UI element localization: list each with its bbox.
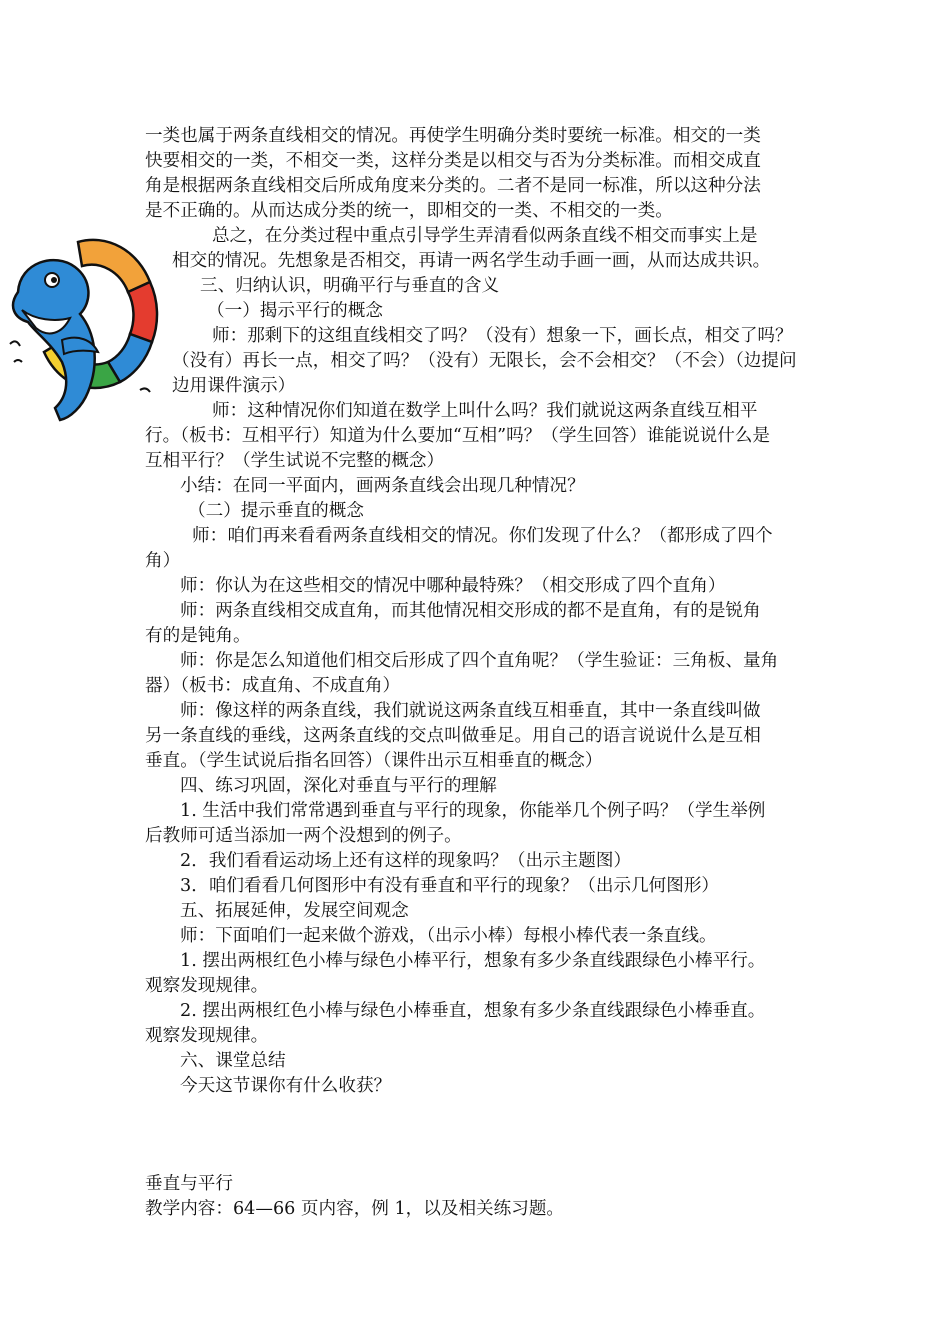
- text-line: 另一条直线的垂线，这两条直线的交点叫做垂足。用自己的语言说说什么是互相: [145, 726, 761, 746]
- text-line: 后教师可适当添加一两个没想到的例子。: [145, 826, 462, 846]
- text-line: 是不正确的。从而达成分类的统一，即相交的一类、不相交的一类。: [145, 201, 673, 221]
- text-line: 师：你是怎么知道他们相交后形成了四个直角呢？（学生验证：三角板、量角: [180, 651, 779, 671]
- text-line: 师：下面咱们一起来做个游戏，（出示小棒）每根小棒代表一条直线。: [180, 926, 717, 946]
- text-line: 观察发现规律。: [145, 976, 269, 996]
- text-line: 2．我们看看运动场上还有这样的现象吗？（出示主题图）: [180, 851, 632, 871]
- text-line: 器）（板书：成直角、不成直角）: [145, 676, 401, 696]
- lesson-title: 垂直与平行: [145, 1174, 233, 1194]
- text-line: 快要相交的一类，不相交一类，这样分类是以相交与否为分类标准。而相交成直: [145, 151, 761, 171]
- text-line: 1. 生活中我们常常遇到垂直与平行的现象，你能举几个例子吗？（学生举例: [180, 801, 766, 821]
- text-line: 小结：在同一平面内，画两条直线会出现几种情况？: [180, 476, 585, 496]
- text-line: 一类也属于两条直线相交的情况。再使学生明确分类时要统一标准。相交的一类: [145, 126, 761, 146]
- section-heading: 五、拓展延伸，发展空间观念: [180, 901, 409, 921]
- subsection-heading: （二）提示垂直的概念: [188, 501, 364, 521]
- text-line: 师：咱们再来看看两条直线相交的情况。你们发现了什么？（都形成了四个: [192, 526, 773, 546]
- text-line: 今天这节课你有什么收获？: [180, 1076, 392, 1096]
- text-line: 边用课件演示）: [172, 376, 296, 396]
- text-line: 角）: [145, 551, 181, 571]
- text-line: 师：这种情况你们知道在数学上叫什么吗？我们就说这两条直线互相平: [212, 401, 758, 421]
- lesson-content-line: 教学内容：64—66 页内容，例 1，以及相关练习题。: [145, 1199, 565, 1219]
- text-line: 1. 摆出两根红色小棒与绿色小棒平行，想象有多少条直线跟绿色小棒平行。: [180, 951, 766, 971]
- text-line: 相交的情况。先想象是否相交，再请一两名学生动手画一画，从而达成共识。: [172, 251, 771, 271]
- dolphin-swim-ring-illustration: [0, 222, 170, 422]
- text-line: 师：那剩下的这组直线相交了吗？（没有）想象一下，画长点，相交了吗？: [212, 326, 793, 346]
- text-line: 垂直。（学生试说后指名回答）（课件出示互相垂直的概念）: [145, 751, 603, 771]
- section-heading: 三、归纳认识，明确平行与垂直的含义: [200, 276, 500, 296]
- text-line: 3．咱们看看几何图形中有没有垂直和平行的现象？（出示几何图形）: [180, 876, 720, 896]
- text-line: 有的是钝角。: [145, 626, 251, 646]
- text-line: 师：像这样的两条直线，我们就说这两条直线互相垂直，其中一条直线叫做: [180, 701, 761, 721]
- section-heading: 六、课堂总结: [180, 1051, 286, 1071]
- section-heading: 四、练习巩固，深化对垂直与平行的理解: [180, 776, 497, 796]
- text-line: 总之，在分类过程中重点引导学生弄清看似两条直线不相交而事实上是: [212, 226, 758, 246]
- text-line: 行。（板书：互相平行）知道为什么要加“互相”吗？（学生回答）谁能说说什么是: [145, 426, 770, 446]
- text-line: 师：你认为在这些相交的情况中哪种最特殊？（相交形成了四个直角）: [180, 576, 726, 596]
- text-line: 观察发现规律。: [145, 1026, 269, 1046]
- text-line: 角是根据两条直线相交后所成角度来分类的。二者不是同一标准，所以这种分法: [145, 176, 761, 196]
- subsection-heading: （一）揭示平行的概念: [207, 301, 383, 321]
- text-line: 2. 摆出两根红色小棒与绿色小棒垂直，想象有多少条直线跟绿色小棒垂直。: [180, 1001, 766, 1021]
- text-line: （没有）再长一点，相交了吗？（没有）无限长，会不会相交？（不会）（边提问: [172, 351, 797, 371]
- text-line: 互相平行？（学生试说不完整的概念）: [145, 451, 445, 471]
- text-line: 师：两条直线相交成直角，而其他情况相交形成的都不是直角，有的是锐角: [180, 601, 761, 621]
